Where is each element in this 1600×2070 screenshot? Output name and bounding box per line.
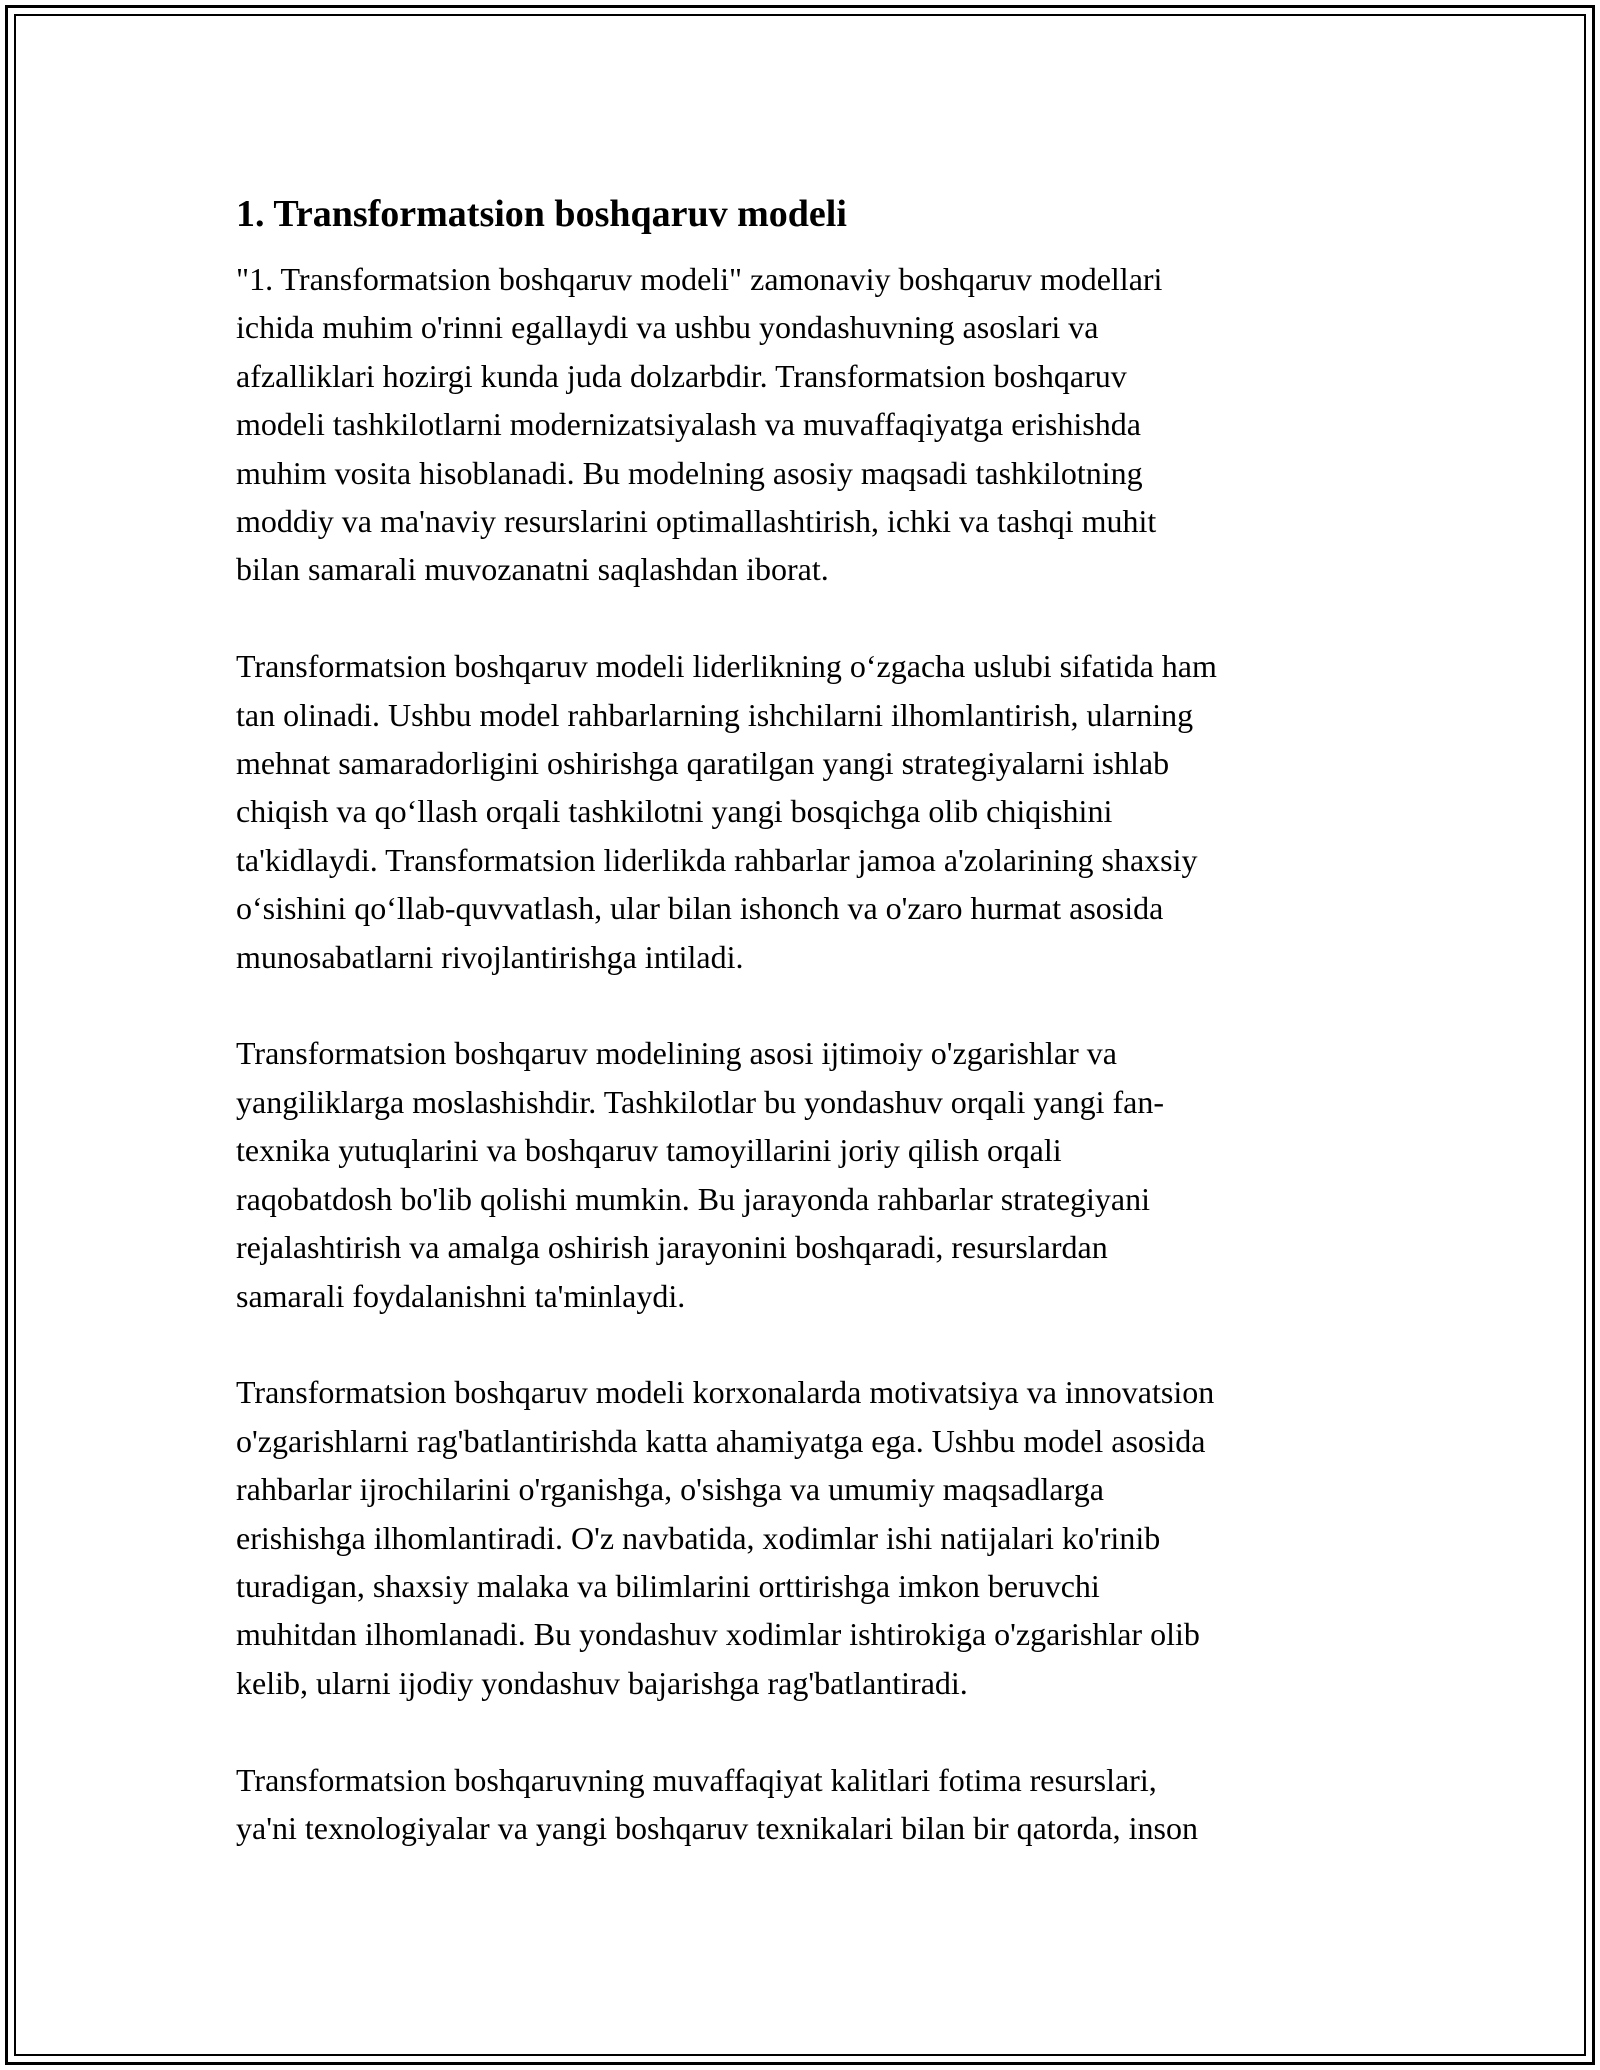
paragraph-3: Transformatsion boshqaruv modelining asosi ijtimoiy o'zgarishlar va yangiliklarga moslashishdir. Tashkilotlar bu yondashuv orqali yangi fan- texnika yutuqlarini va boshqaruv tamoyillarini joriy qilish orqali raqobatdosh bo'lib qolishi mumkin. Bu jarayonda rahbarlar strategiyani rejalashtirish va amalga oshirish jarayonini boshqaradi, resurslardan samarali foydalanishni ta'minlaydi. (236, 1035, 1164, 1314)
paragraph-5: Transformatsion boshqaruvning muvaffaqiyat kalitlari fotima resurslari, ya'ni texnologiyalar va yangi boshqaruv texnikalari bilan bir qatorda, inson (236, 1761, 1198, 1846)
section-heading: 1. Transformatsion boshqaruv modeli (236, 193, 847, 235)
paragraph-4: Transformatsion boshqaruv modeli korxonalarda motivatsiya va innovatsion o'zgarishlarni rag'batlantirishda katta ahamiyatga ega. Ushbu model asosida rahbarlar ijrochilarini o'rganishga, o'sishga va umumiy maqsadlarga erishishga ilhomlantiradi. O'z navbatida, xodimlar ishi natijalari ko'rinib turadigan, shaxsiy malaka va bilimlarini orttirishga imkon beruvchi muhitdan ilhomlanadi. Bu yondashuv xodimlar ishtirokiga o'zgarishlar olib kelib, ularni ijodiy yondashuv bajarishga rag'batlantiradi. (236, 1374, 1215, 1701)
paragraph-2: Transformatsion boshqaruv modeli liderlikning o‘zgacha uslubi sifatida ham tan olinadi. Ushbu model rahbarlarning ishchilarni ilhomlantirish, ularning mehnat samaradorligini oshirishga qaratilgan yangi strategiyalarni ishlab chiqish va qo‘llash orqali tashkilotni yangi bosqichga olib chiqishini ta'kidlaydi. Transformatsion liderlikda rahbarlar jamoa a'zolarining shaxsiy o‘sishini qo‘llab-quvvatlash, ular bilan ishonch va o'zaro hurmat asosida munosabatlarni rivojlantirishga intiladi. (236, 648, 1217, 975)
document-body (236, 190, 1366, 1852)
paragraph-1: "1. Transformatsion boshqaruv modeli" zamonaviy boshqaruv modellari ichida muhim o'rinni egallaydi va ushbu yondashuvning asoslari va afzalliklari hozirgi kunda juda dolzarbdir. Transformatsion boshqaruv modeli tashkilotlarni modernizatsiyalash va muvaffaqiyatga erishishda muhim vosita hisoblanadi. Bu modelning asosiy maqsadi tashkilotning moddiy va ma'naviy resurslarini optimallashtirish, ichki va tashqi muhit bilan samarali muvozanatni saqlashdan iborat. (236, 261, 1163, 588)
